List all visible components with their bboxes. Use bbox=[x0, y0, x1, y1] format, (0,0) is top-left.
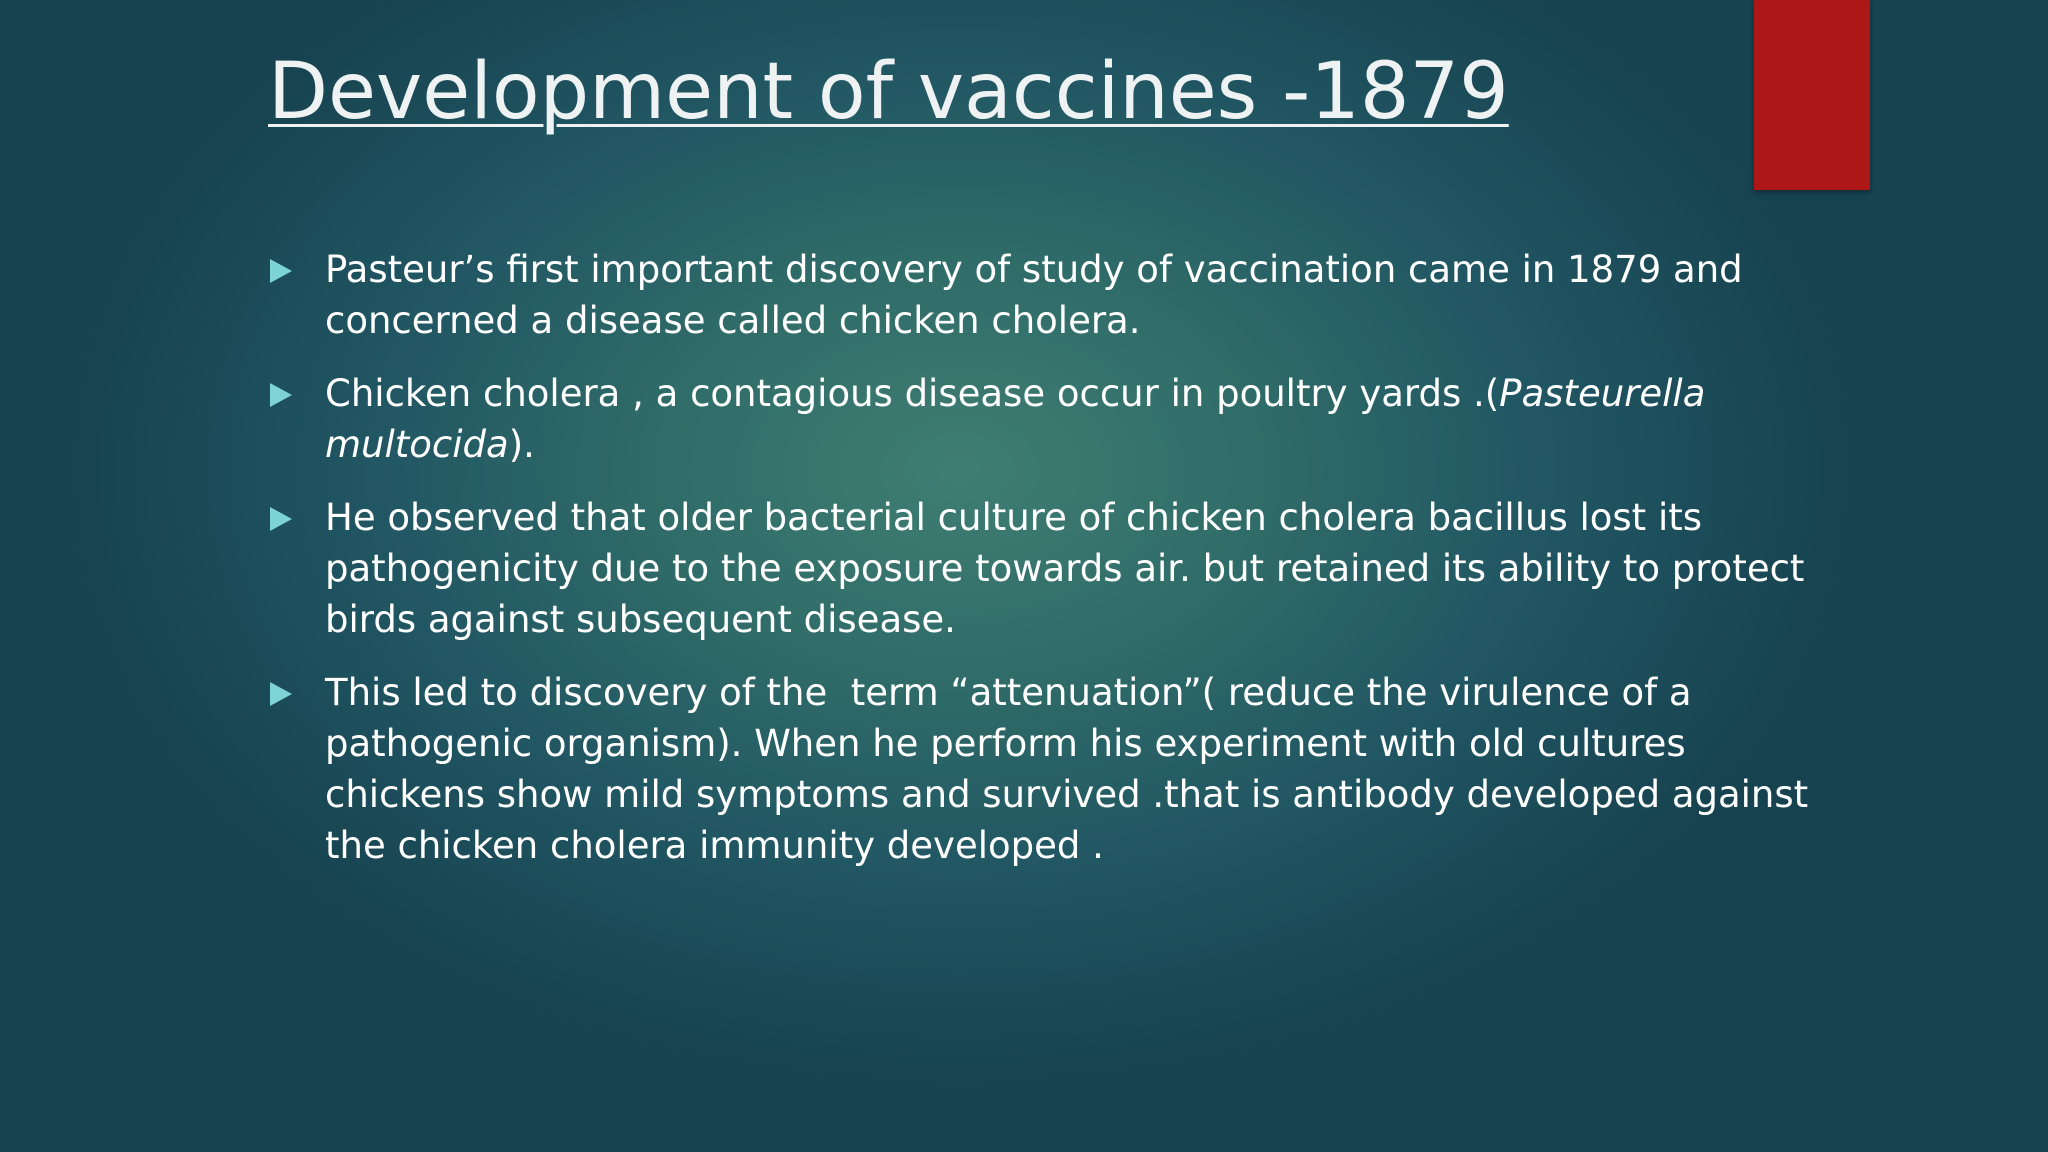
slide-title: Development of vaccines -1879 bbox=[268, 47, 1509, 137]
bullet-text: Pasteur’s first important discovery of study of vaccination came in 1879 and concerned a disease called chicken cholera. bbox=[325, 248, 1743, 342]
bullet-text: Chicken cholera , a contagious disease occur in poultry yards .( bbox=[325, 372, 1500, 415]
triangle-right-icon bbox=[270, 507, 292, 531]
triangle-right-icon bbox=[270, 259, 292, 283]
bullet-text-end: ). bbox=[508, 423, 535, 466]
accent-bar bbox=[1754, 0, 1870, 190]
bullet-item bbox=[268, 492, 1848, 645]
bullet-item bbox=[268, 244, 1848, 346]
bullet-list bbox=[268, 244, 1848, 893]
bullet-text: This led to discovery of the term “attenuation”( reduce the virulence of a pathogenic organism). When he perform his experiment with old cultures chickens show mild symptoms and survived .that is antibody developed against the chicken cholera immunity developed . bbox=[325, 671, 1820, 867]
bullet-text-italic: Pasteurella multocida bbox=[325, 372, 1706, 466]
bullet-item bbox=[268, 667, 1848, 871]
triangle-right-icon bbox=[270, 383, 292, 407]
bullet-item bbox=[268, 368, 1848, 470]
bullet-text: He observed that older bacterial culture of chicken cholera bacillus lost its pathogenicity due to the exposure towards air. but retained its ability to protect birds against subsequent disease. bbox=[325, 496, 1805, 641]
triangle-right-icon bbox=[270, 682, 292, 706]
